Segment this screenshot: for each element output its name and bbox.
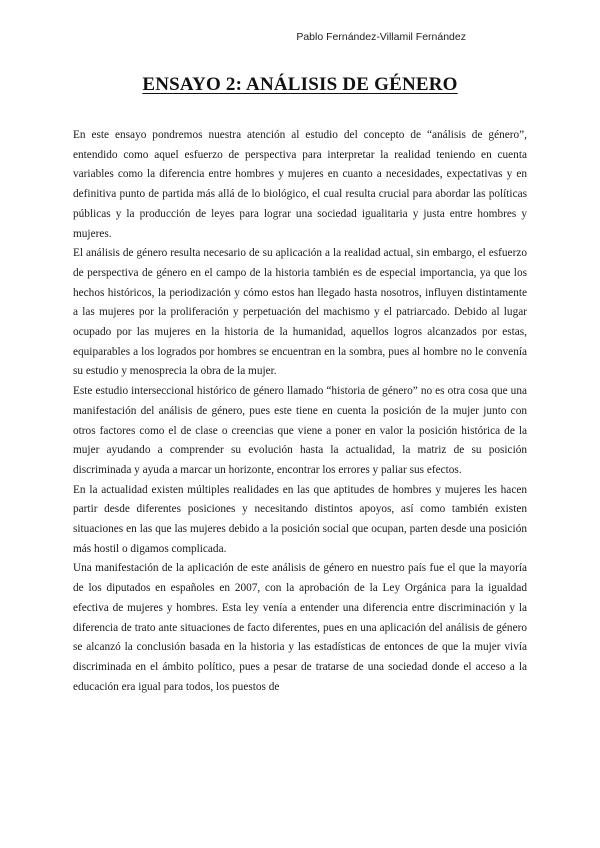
- paragraph: Una manifestación de la aplicación de este análisis de género en nuestro país fue el que la mayoría de los diputados en españoles en 2007, con la aprobación de la Ley Orgánica para la igualdad efectiva de mujeres y hombres. Esta ley venía a entender una diferencia entre discriminación y la diferencia de trato ante situaciones de facto diferentes, pues en una aplicación del análisis de género se alcanzó la conclusión basada en la historia y las estadísticas de entonces de que la mujer vivía discriminada en el ámbito político, pues a pesar de tratarse de una sociedad donde el acceso a la educación era igual para todos, los puestos de: [73, 562, 527, 693]
- document-title: ENSAYO 2: ANÁLISIS DE GÉNERO: [142, 74, 458, 95]
- document-body: [73, 126, 527, 697]
- paragraph: En la actualidad existen múltiples realidades en las que aptitudes de hombres y mujeres les hacen partir desde diferentes posiciones y necesitando distintos apoyos, así como también existen situaciones en las que las mujeres debido a la posición social que ocupan, parten desde una posición más hostil o digamos complicada.: [73, 483, 527, 555]
- paragraph: El análisis de género resulta necesario de su aplicación a la realidad actual, sin embargo, el esfuerzo de perspectiva de género en el campo de la historia también es de especial importancia, ya que los hechos históricos, la periodización y cómo estos han llegado hasta nosotros, influyen distintamente a las mujeres por la proliferación y perpetuación del machismo y el patriarcado. Debido al lugar ocupado por las mujeres en la historia de la humanidad, aquellos logros alcanzados por estas, equiparables a los logrados por hombres se encuentran en la sombra, pues al hombre no le convenía su estudio y menosprecia la obra de la mujer.: [73, 247, 527, 378]
- paragraph: Este estudio interseccional histórico de género llamado “historia de género” no es otra cosa que una manifestación del análisis de género, pues este tiene en cuenta la posición de la mujer junto con otros factores como el de clase o creencias que viene a poner en valor la posición histórica de la mujer ayudando a comprender su evolución hasta la actualidad, la matriz de su posición discriminada y ayuda a marcar un horizonte, encontrar los errores y paliar sus efectos.: [73, 385, 527, 476]
- header-author: Pablo Fernández-Villamil Fernández: [296, 31, 466, 43]
- paragraph: En este ensayo pondremos nuestra atención al estudio del concepto de “análisis de género”, entendido como aquel esfuerzo de perspectiva para interpretar la realidad teniendo en cuenta variables como la diferencia entre hombres y mujeres en cuanto a necesidades, expectativas y en definitiva punto de partida más allá de lo biológico, el cual resulta crucial para abordar las políticas públicas y la producción de leyes para lograr una sociedad igualitaria y justa entre hombres y mujeres.: [73, 129, 527, 240]
